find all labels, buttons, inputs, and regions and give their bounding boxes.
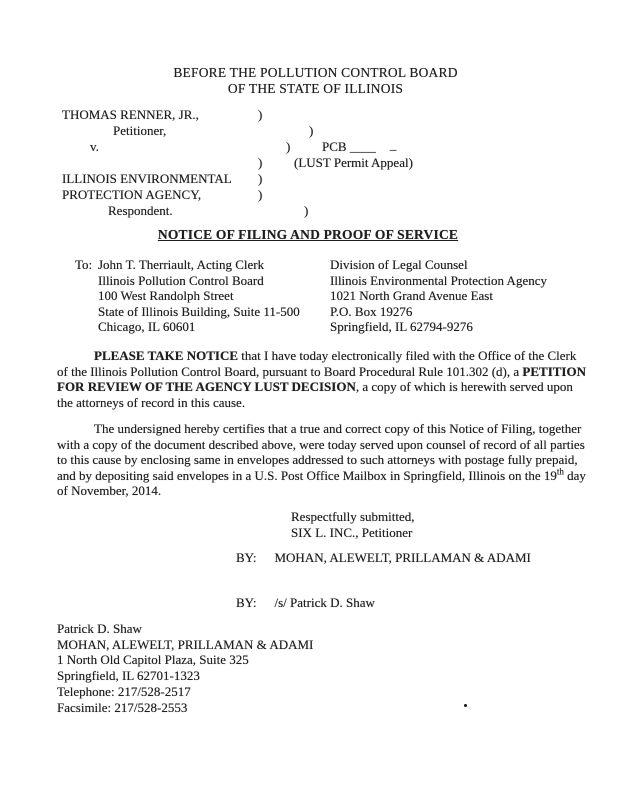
- caption-paren: ): [258, 155, 263, 170]
- address-line: Illinois Pollution Control Board: [98, 272, 264, 288]
- proof-of-service-text: The undersigned hereby certifies that a true and correct copy of this Notice of Filing, together with a copy of the document described above, were today served upon counsel of record of all parties to this cause by enclosing same in envelopes addressed to such attorneys with postage fully prepaid, and by depositing said envelopes in a U.S. Post Office Mailbox in Springfield, Illinois on the 19: [57, 421, 585, 483]
- attorney-telephone: Telephone: 217/528-2517: [57, 683, 191, 699]
- proof-of-service-text-end: day of November, 2014.: [57, 467, 586, 498]
- caption-right-blank: [294, 171, 582, 187]
- recipient-address-clerk: [98, 257, 300, 335]
- by-label: BY:: [236, 595, 257, 610]
- case-number-line: [322, 139, 582, 155]
- case-caption: [62, 107, 582, 219]
- caption-paren: ): [309, 123, 314, 138]
- please-take-notice-text: PLEASE TAKE NOTICE: [94, 348, 239, 363]
- caption-row: [62, 203, 582, 219]
- firm-name: MOHAN, ALEWELT, PRILLAMAN & ADAMI: [274, 550, 531, 565]
- caption-row: [62, 155, 582, 171]
- caption-paren: ): [286, 139, 291, 154]
- address-line: State of Illinois Building, Suite 11-500: [98, 303, 300, 319]
- address-line: P.O. Box 19276: [330, 303, 413, 319]
- court-header-line1: BEFORE THE POLLUTION CONTROL BOARD: [173, 65, 458, 80]
- notice-paragraph: [57, 348, 590, 410]
- attorney-facsimile: Facsimile: 217/528-2553: [57, 699, 188, 715]
- caption-right-blank: [345, 123, 582, 139]
- attorney-address-line: 1 North Old Capitol Plaza, Suite 325: [57, 652, 249, 668]
- caption-right-blank: [340, 203, 582, 219]
- ordinal-superscript: th: [556, 466, 564, 477]
- caption-right-blank: [294, 187, 582, 203]
- respondent-name-line2: PROTECTION AGENCY,: [62, 187, 202, 202]
- proof-of-service-paragraph: [57, 421, 590, 499]
- respectfully-submitted-line: Respectfully submitted,: [291, 509, 415, 524]
- caption-row: [62, 107, 582, 123]
- case-number-blank: _: [389, 137, 397, 152]
- address-line: 1021 North Grand Avenue East: [330, 288, 493, 303]
- caption-paren: ): [258, 187, 263, 202]
- case-number: PCB ____: [322, 139, 376, 154]
- attorney-address-line: Springfield, IL 62701-1323: [57, 668, 200, 684]
- respondent-name-line1: ILLINOIS ENVIRONMENTAL: [62, 171, 232, 186]
- caption-row: [62, 171, 582, 187]
- document-title-text: NOTICE OF FILING AND PROOF OF SERVICE: [157, 227, 459, 242]
- court-header-line2: OF THE STATE OF ILLINOIS: [227, 81, 404, 96]
- caption-left-blank: [62, 155, 258, 171]
- petition-name-text: PETITION FOR REVIEW OF THE AGENCY LUST DECISION: [57, 363, 586, 394]
- caption-paren: ): [258, 171, 263, 186]
- versus-label: v.: [90, 139, 99, 154]
- address-line: Chicago, IL 60601: [98, 319, 196, 334]
- by-firm-line: [236, 550, 531, 566]
- attorney-name: Patrick D. Shaw: [57, 621, 142, 636]
- petitioner-role: Petitioner,: [113, 123, 167, 138]
- by-label: BY:: [236, 550, 257, 565]
- caption-row: [62, 123, 582, 139]
- to-label: To:: [75, 257, 93, 272]
- court-header: [0, 65, 631, 97]
- submitting-party-line: SIX L. INC., Petitioner: [291, 524, 413, 540]
- address-line: Springfield, IL 62794-9276: [330, 319, 473, 334]
- closing-block: [291, 509, 414, 540]
- by-signature-line: [236, 595, 375, 611]
- electronic-signature: /s/ Patrick D. Shaw: [274, 595, 375, 610]
- document-title: [0, 227, 616, 243]
- notice-paragraph-text-end: , a copy of which is herewith served upon the attorneys of record in this cause.: [57, 379, 573, 410]
- address-line: Division of Legal Counsel: [330, 257, 468, 272]
- address-line: Illinois Environmental Protection Agency: [330, 272, 547, 288]
- respondent-role: Respondent.: [108, 203, 173, 218]
- attorney-firm: MOHAN, ALEWELT, PRILLAMAN & ADAMI: [57, 636, 314, 652]
- address-line: 100 West Randolph Street: [98, 288, 234, 303]
- case-type: (LUST Permit Appeal): [294, 155, 413, 170]
- scan-artifact-dot: [464, 704, 467, 707]
- recipient-address-legal-counsel: [330, 257, 547, 335]
- notice-paragraph-text: that I have today electronically filed with the Office of the Clerk of the Illinois Pollution Control Board, pursuant to Board Procedural Rule 101.302 (d), a: [57, 348, 577, 379]
- caption-right-blank: [294, 107, 582, 123]
- petitioner-name: THOMAS RENNER, JR.,: [62, 107, 199, 122]
- caption-paren: ): [304, 203, 309, 218]
- attorney-signature-block: [57, 621, 313, 715]
- caption-paren: ): [258, 107, 263, 122]
- caption-row: [62, 187, 582, 203]
- caption-row: [62, 139, 582, 155]
- address-line: John T. Therriault, Acting Clerk: [98, 257, 265, 272]
